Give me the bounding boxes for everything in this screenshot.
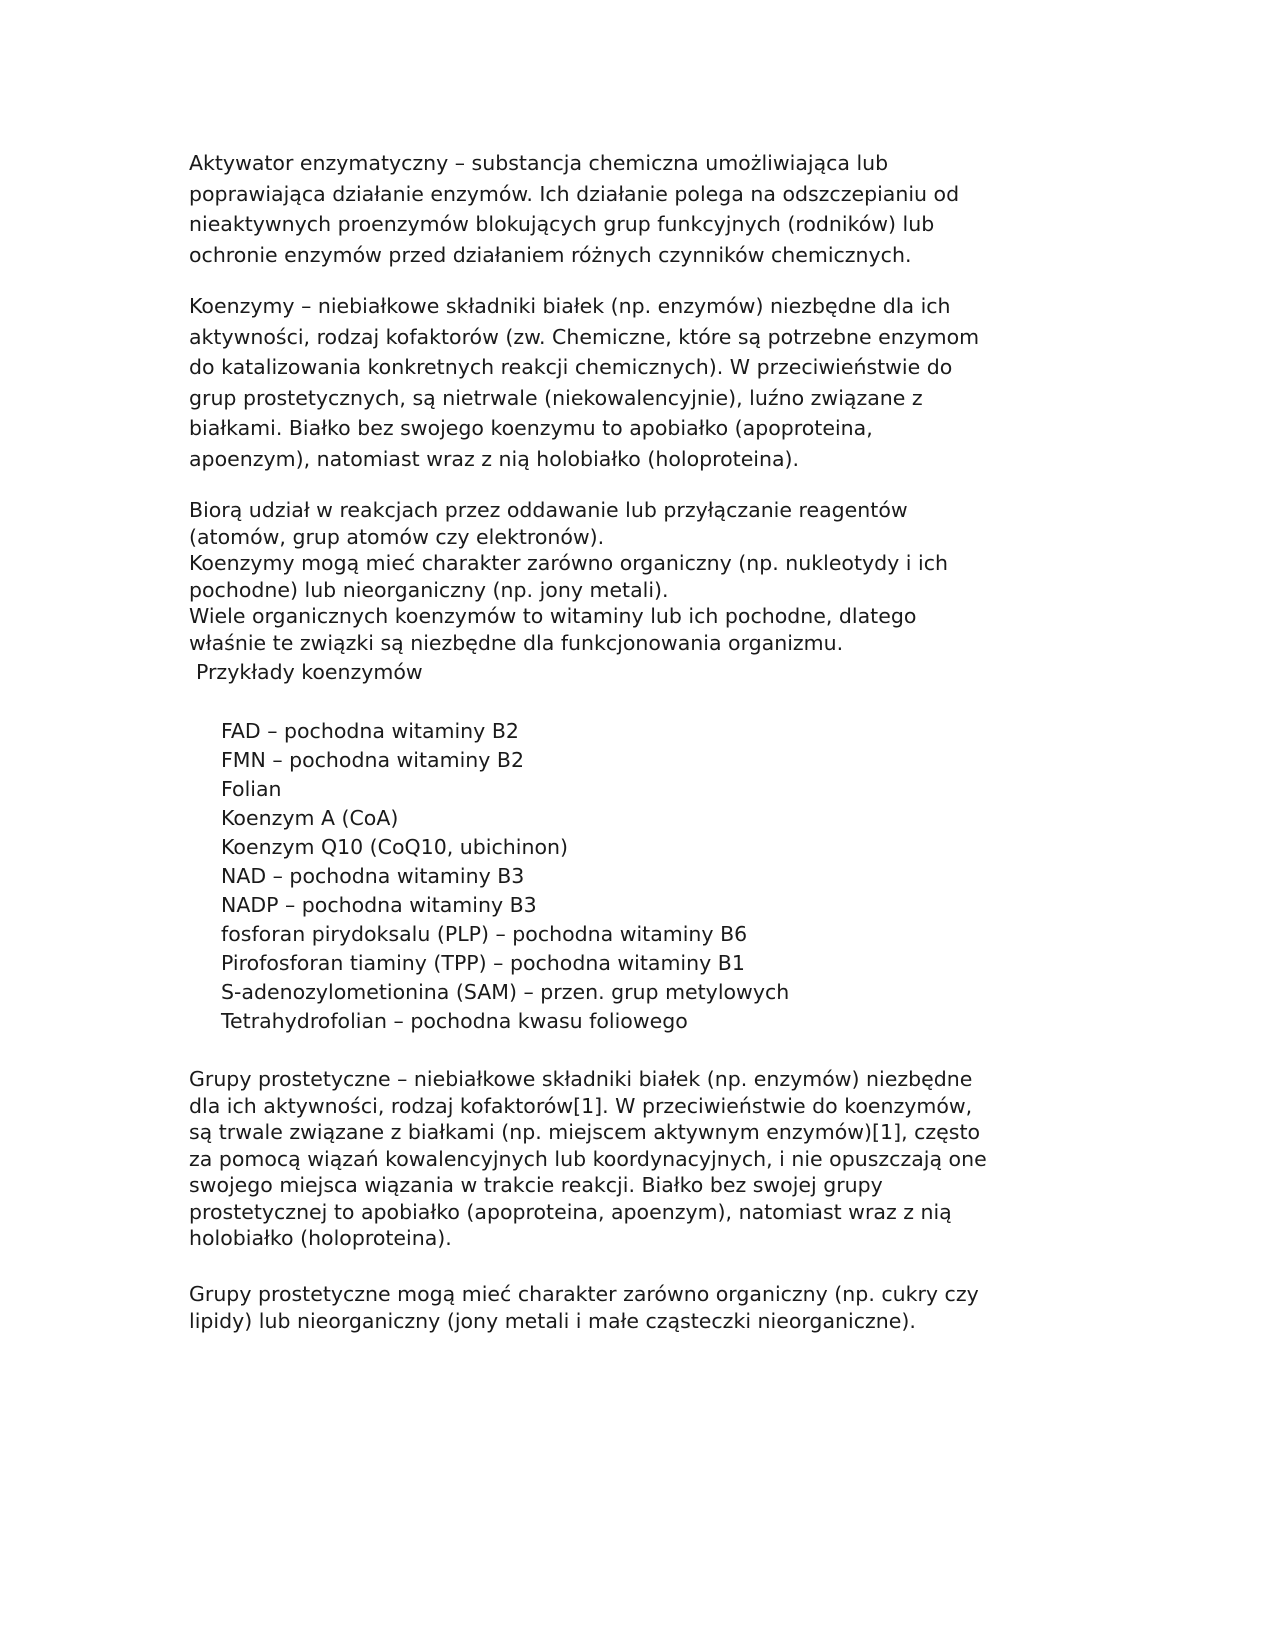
text-line: holobiałko (holoproteina).: [189, 1226, 452, 1250]
text-line: białkami. Białko bez swojego koenzymu to apobiałko (apoproteina,: [189, 416, 873, 440]
list-item: Tetrahydrofolian – pochodna kwasu foliowego: [221, 1009, 688, 1033]
list-item: S-adenozylometionina (SAM) – przen. grup metylowych: [221, 980, 790, 1004]
paragraph-charakter: [189, 1281, 1089, 1334]
text-line: pochodne) lub nieorganiczny (np. jony metali).: [189, 577, 669, 602]
text-line: (atomów, grup atomów czy elektronów).: [189, 524, 605, 549]
list-item: NAD – pochodna witaminy B3: [221, 864, 525, 888]
text-line: grup prostetycznych, są nietrwale (niekowalencyjnie), luźno związane z: [189, 385, 923, 410]
list-item: Koenzym A (CoA): [221, 806, 399, 830]
text-line: poprawiająca działanie enzymów. Ich działanie polega na odszczepianiu od: [189, 181, 960, 206]
text-line: nieaktywnych proenzymów blokujących grup funkcyjnych (rodników) lub: [189, 212, 935, 236]
text-line: właśnie te związki są niezbędne dla funkcjonowania organizmu.: [189, 630, 844, 655]
text-line: Wiele organicznych koenzymów to witaminy lub ich pochodne, dlatego: [189, 604, 917, 628]
list-item: Koenzym Q10 (CoQ10, ubichinon): [221, 835, 568, 859]
text-line: Grupy prostetyczne – niebiałkowe składniki białek (np. enzymów) niezbędne: [189, 1067, 973, 1091]
paragraph-koenzymy: [189, 291, 1089, 474]
text-line: lipidy) lub nieorganiczny (jony metali i małe cząsteczki nieorganiczne).: [189, 1308, 916, 1333]
examples-list: [221, 717, 1121, 1036]
list-item: Folian: [221, 777, 282, 801]
text-line: Biorą udział w reakcjach przez oddawanie lub przyłączanie reagentów: [189, 498, 908, 522]
text-line: ochronie enzymów przed działaniem różnych czynników chemicznych.: [189, 242, 912, 267]
text-line: Grupy prostetyczne mogą mieć charakter zarówno organiczny (np. cukry czy: [189, 1282, 979, 1306]
list-item: FMN – pochodna witaminy B2: [221, 748, 525, 772]
text-line: Koenzymy mogą mieć charakter zarówno organiczny (np. nukleotydy i ich: [189, 551, 948, 575]
text-line: swojego miejsca wiązania w trakcie reakcji. Białko bez swojej grupy: [189, 1173, 883, 1197]
list-item: FAD – pochodna witaminy B2: [221, 719, 519, 743]
text-line: aktywności, rodzaj kofaktorów (zw. Chemiczne, które są potrzebne enzymom: [189, 324, 980, 349]
list-item: Pirofosforan tiaminy (TPP) – pochodna witaminy B1: [221, 951, 745, 975]
text-line: za pomocą wiązań kowalencyjnych lub koordynacyjnych, i nie opuszczają one: [189, 1146, 987, 1171]
text-line: prostetycznej to apobiałko (apoproteina, apoenzym), natomiast wraz z nią: [189, 1199, 952, 1224]
paragraph-reakcje: [189, 497, 1089, 656]
list-item: fosforan pirydoksalu (PLP) – pochodna witaminy B6: [221, 922, 748, 946]
text-line: Aktywator enzymatyczny – substancja chemiczna umożliwiająca lub: [189, 151, 889, 175]
text-line: apoenzym), natomiast wraz z nią holobiałko (holoproteina).: [189, 446, 800, 471]
list-item: NADP – pochodna witaminy B3: [221, 893, 537, 917]
examples-heading: Przykłady koenzymów: [196, 660, 423, 684]
text-line: są trwale związane z białkami (np. miejscem aktywnym enzymów)[1], często: [189, 1120, 981, 1144]
text-line: do katalizowania konkretnych reakcji chemicznych). W przeciwieństwie do: [189, 355, 953, 379]
paragraph-grupy-prostetyczne: [189, 1066, 1089, 1252]
text-line: dla ich aktywności, rodzaj kofaktorów[1]. W przeciwieństwie do koenzymów,: [189, 1093, 973, 1118]
paragraph-aktywator: [189, 148, 1089, 270]
text-line: Koenzymy – niebiałkowe składniki białek (np. enzymów) niezbędne dla ich: [189, 294, 951, 318]
